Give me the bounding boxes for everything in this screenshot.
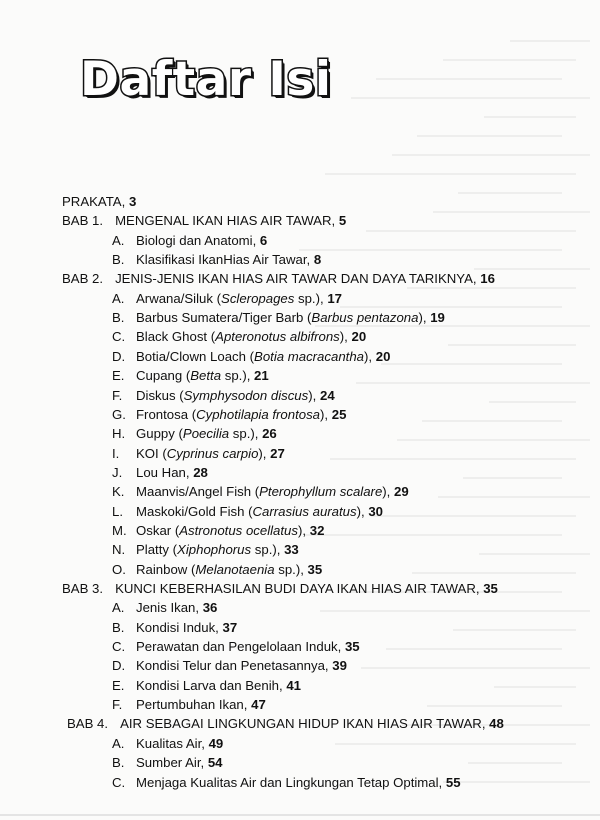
entry-page-number: 35 (344, 639, 360, 655)
entry-text: Kondisi Larva dan Benih, (136, 677, 283, 693)
entry-letter: A. (112, 290, 125, 306)
show-through-line (270, 182, 600, 201)
entry-page-number: 21 (254, 368, 269, 384)
chapter-number: BAB 3. (62, 581, 104, 596)
toc-entry (112, 289, 342, 308)
entry-text: Perawatan dan Pengelolaan Induk, (136, 639, 342, 655)
entry-letter: L. (112, 503, 123, 519)
chapter-heading (62, 211, 346, 230)
chapter-heading (62, 269, 495, 288)
entry-letter: C. (112, 329, 126, 345)
chapter-page-number: 48 (489, 716, 504, 732)
entry-text: Menjaga Kualitas Air dan Lingkungan Tetap Optimal, (136, 774, 443, 790)
entry-page-number: 32 (309, 522, 325, 538)
toc-entry (112, 734, 223, 753)
show-through-line (270, 429, 600, 448)
entry-text: Platty ( (136, 542, 178, 558)
toc-entry (112, 231, 267, 250)
entry-page-number: 19 (430, 310, 445, 326)
chapter-number: BAB 2. (62, 271, 104, 287)
entry-scientific-name: Xiphophorus (177, 542, 252, 558)
toc-entry (112, 656, 347, 675)
entry-letter: E. (112, 368, 125, 384)
entry-text: ), (339, 329, 348, 345)
entry-scientific-name: Astronotus ocellatus (179, 522, 298, 538)
entry-text: Frontosa ( (136, 406, 197, 422)
entry-text: Guppy ( (136, 426, 183, 442)
entry-letter: J. (112, 464, 123, 480)
entry-page-number: 36 (202, 600, 218, 616)
prakata-page: 3 (128, 194, 137, 209)
entry-letter: D. (112, 348, 126, 364)
entry-scientific-name: Apteronotus albifrons (215, 329, 340, 345)
entry-scientific-name: Betta (190, 368, 222, 384)
show-through-line (270, 600, 600, 619)
entry-text: Botia/Clown Loach ( (136, 348, 255, 364)
chapter-title: MENGENAL IKAN HIAS AIR TAWAR, (115, 213, 336, 229)
entry-letter: M. (112, 522, 127, 538)
toc-entry (112, 560, 322, 579)
entry-letter: A. (112, 735, 125, 751)
entry-text: Maskoki/Gold Fish ( (136, 503, 253, 519)
entry-text: sp.), (274, 561, 304, 577)
toc-entry (112, 482, 409, 501)
chapter-heading (67, 714, 504, 733)
entry-text: Kualitas Air, (136, 735, 205, 751)
toc-entry (112, 695, 266, 714)
show-through-line (270, 619, 600, 638)
prakata-label: PRAKATA, (62, 194, 126, 209)
entry-letter: O. (112, 561, 126, 577)
title-block (80, 50, 331, 110)
entry-text: Pertumbuhan Ikan, (136, 697, 248, 713)
toc-entry (112, 250, 321, 269)
entry-letter: C. (112, 774, 126, 790)
entry-letter: N. (112, 542, 126, 558)
entry-page-number: 33 (284, 542, 299, 558)
toc-entry (112, 521, 324, 540)
entry-text: sp.), (294, 290, 324, 306)
entry-page-number: 8 (313, 252, 322, 268)
entry-page-number: 47 (251, 697, 266, 713)
chapter-number: BAB 1. (62, 213, 104, 229)
entry-scientific-name: Melanotaenia (195, 561, 275, 577)
show-through-line (270, 30, 600, 49)
prakata-entry (62, 192, 136, 211)
entry-text: Lou Han, (136, 464, 190, 480)
entry-page-number: 41 (286, 677, 301, 693)
entry-text: Arwana/Siluk ( (136, 290, 222, 306)
entry-letter: F. (112, 387, 123, 403)
entry-text: sp.), (251, 542, 281, 558)
entry-scientific-name: Pterophyllum scalare (259, 484, 383, 500)
entry-page-number: 27 (270, 445, 285, 461)
toc-entry (112, 308, 445, 327)
show-through-line (270, 676, 600, 695)
show-through-line (270, 445, 600, 467)
chapter-number: BAB 4. (67, 716, 109, 732)
entry-page-number: 35 (307, 561, 323, 577)
entry-text: Kondisi Induk, (136, 619, 219, 635)
entry-text: ), (356, 503, 365, 519)
toc-entry (112, 753, 223, 772)
entry-scientific-name: Cyprinus carpio (166, 445, 259, 461)
entry-page-number: 26 (262, 426, 277, 442)
show-through-line (270, 125, 600, 144)
show-through-line (270, 695, 600, 714)
entry-letter: H. (112, 426, 126, 442)
entry-text: ), (418, 310, 427, 326)
entry-letter: I. (112, 445, 120, 461)
toc-entry (112, 637, 360, 656)
entry-text: KOI ( (136, 445, 167, 461)
entry-letter: C. (112, 639, 126, 655)
entry-text: Jenis Ikan, (136, 600, 200, 616)
entry-page-number: 28 (193, 464, 208, 480)
entry-page-number: 20 (351, 329, 367, 345)
entry-letter: B. (112, 619, 125, 635)
entry-text: ), (320, 406, 329, 422)
entry-page-number: 30 (368, 503, 384, 519)
entry-text: Sumber Air, (136, 755, 205, 771)
entry-letter: B. (112, 755, 125, 771)
toc-entry (112, 773, 461, 792)
entry-letter: A. (112, 600, 125, 616)
entry-letter: E. (112, 677, 125, 693)
chapter-page-number: 5 (338, 213, 347, 229)
chapter-page-number: 16 (480, 271, 495, 287)
entry-text: Maanvis/Angel Fish ( (136, 484, 260, 500)
show-through-line (270, 144, 600, 163)
toc-entry (112, 463, 208, 482)
toc-entry (112, 424, 277, 443)
entry-scientific-name: Cyphotilapia frontosa (196, 406, 320, 422)
entry-page-number: 37 (222, 619, 238, 635)
entry-page-number: 20 (375, 348, 391, 364)
entry-text: ), (298, 522, 307, 538)
chapter-title: AIR SEBAGAI LINGKUNGAN HIDUP IKAN HIAS AIR TAWAR, (120, 716, 486, 732)
entry-text: sp.), (221, 368, 251, 384)
chapter-page-number: 35 (483, 581, 498, 596)
toc-entry (112, 502, 383, 521)
toc-entry (112, 366, 269, 385)
toc-entry (112, 598, 217, 617)
entry-page-number: 29 (394, 484, 409, 500)
entry-text: sp.), (229, 426, 259, 442)
entry-text: ), (382, 484, 391, 500)
entry-letter: D. (112, 658, 126, 674)
entry-text: ), (308, 387, 317, 403)
show-through-line (270, 752, 600, 771)
entry-letter: G. (112, 406, 126, 422)
entry-letter: F. (112, 697, 123, 713)
entry-page-number: 24 (319, 387, 335, 403)
entry-text: Black Ghost ( (136, 329, 216, 345)
toc-entry (112, 444, 285, 463)
entry-letter: B. (112, 252, 125, 268)
toc-entry (112, 405, 346, 424)
entry-page-number: 39 (332, 658, 347, 674)
entry-text: Rainbow ( (136, 561, 196, 577)
entry-page-number: 25 (331, 406, 347, 422)
entry-letter: K. (112, 484, 125, 500)
entry-text: Klasifikasi IkanHias Air Tawar, (136, 252, 311, 268)
toc-entry (112, 676, 301, 695)
page-title: Daftar Isi (80, 52, 332, 107)
show-through-line (270, 733, 600, 752)
chapter-title: JENIS-JENIS IKAN HIAS AIR TAWAR DAN DAYA TARIKNYA, (115, 271, 477, 287)
entry-scientific-name: Carrasius auratus (252, 503, 357, 519)
entry-scientific-name: Barbus pentazona (311, 310, 419, 326)
entry-letter: B. (112, 310, 125, 326)
entry-scientific-name: Symphysodon discus (183, 387, 309, 403)
entry-text: Cupang ( (136, 368, 191, 384)
entry-scientific-name: Scleropages (221, 290, 295, 306)
page-edge-line (0, 814, 600, 816)
entry-text: Diskus ( (136, 387, 184, 403)
entry-text: ), (258, 445, 267, 461)
entry-scientific-name: Botia macracantha (254, 348, 364, 364)
entry-letter: A. (112, 232, 125, 248)
toc-entry (112, 347, 390, 366)
entry-page-number: 49 (208, 735, 224, 751)
chapter-heading (62, 579, 498, 598)
entry-text: Biologi dan Anatomi, (136, 232, 257, 248)
entry-page-number: 54 (207, 755, 223, 771)
chapter-title: KUNCI KEBERHASILAN BUDI DAYA IKAN HIAS AIR TAWAR, (115, 581, 480, 596)
entry-page-number: 55 (445, 774, 461, 790)
entry-text: ), (364, 348, 373, 364)
toc-entry (112, 327, 366, 346)
entry-scientific-name: Poecilia (182, 426, 230, 442)
show-through-line (270, 163, 600, 182)
entry-page-number: 6 (259, 232, 268, 248)
toc-entry (112, 386, 335, 405)
entry-text: Barbus Sumatera/Tiger Barb ( (136, 310, 312, 326)
entry-page-number: 17 (327, 290, 342, 306)
toc-entry (112, 540, 299, 559)
toc-entry (112, 618, 237, 637)
entry-text: Kondisi Telur dan Penetasannya, (136, 658, 329, 674)
entry-text: Oskar ( (136, 522, 180, 538)
